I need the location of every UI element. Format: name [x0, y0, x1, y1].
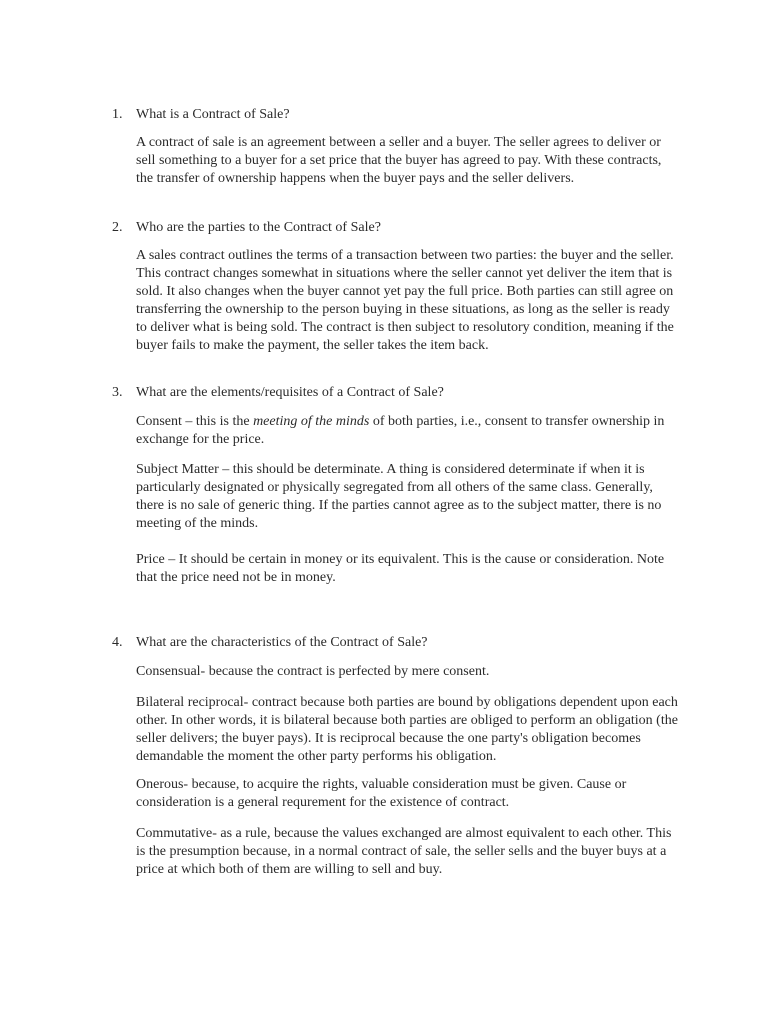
question-number: 4. [112, 635, 123, 650]
commutative-paragraph: Commutative- as a rule, because the values exchanged are almost equivalent to each other. This is the presumption because, in a normal contract of sale, the seller sells and the buyer buys at a price at which both of them are willing to sell and buy. [136, 826, 672, 877]
onerous-paragraph: Onerous- because, to acquire the rights, valuable consideration must be given. Cause or consideration is a general requrement for the existence of contract. [136, 777, 627, 810]
price-paragraph: Price – It should be certain in money or its equivalent. This is the cause or consideration. Note that the price need not be in money. [136, 552, 665, 585]
question-title: What is a Contract of Sale? [136, 107, 290, 122]
question-number: 2. [112, 220, 123, 235]
question-number: 3. [112, 385, 123, 400]
subject-matter-paragraph: Subject Matter – this should be determinate. A thing is considered determinate if when it is particularly designated or physically segregated from all others of the same class. Generally, there is no sale of generic thing. If the parties cannot agree as to the subject matter, there is no meeting of the minds. [136, 462, 662, 531]
question-title: What are the characteristics of the Contract of Sale? [136, 635, 428, 650]
bilateral-paragraph: Bilateral reciprocal- contract because both parties are bound by obligations dependent upon each other. In other words, it is bilateral because both parties are obliged to perform an obligation (the seller delivers; the buyer pays). It is reciprocal because the one party's obligation becomes demandable the moment the other party performs his obligation. [136, 695, 678, 764]
consensual-paragraph: Consensual- because the contract is perfected by mere consent. [136, 664, 490, 679]
question-title: Who are the parties to the Contract of Sale? [136, 220, 381, 235]
question-number: 1. [112, 107, 123, 122]
answer-paragraph: A sales contract outlines the terms of a transaction between two parties: the buyer and the seller. This contract changes somewhat in situations where the seller cannot yet deliver the item that is sold. It also changes when the buyer cannot yet pay the full price. Both parties can still agree on transferring the ownership to the person buying in these situations, as long as the seller is ready to deliver what is being sold. The contract is then subject to resolutory condition, meaning if the buyer fails to make the payment, the seller takes the item back. [136, 248, 674, 353]
consent-lead-text: Consent – this is the [136, 414, 254, 429]
answer-paragraph: A contract of sale is an agreement between a seller and a buyer. The seller agrees to deliver or sell something to a buyer for a set price that the buyer has agreed to pay. With these contracts, the transfer of ownership happens when the buyer pays and the seller delivers. [136, 135, 662, 186]
consent-paragraph [136, 413, 678, 449]
question-title: What are the elements/requisites of a Contract of Sale? [136, 385, 444, 400]
consent-emphasis: meeting of the minds [253, 414, 370, 429]
consent-trail-text: of both parties, i.e., consent to transfer ownership in exchange for the price. [136, 414, 665, 447]
